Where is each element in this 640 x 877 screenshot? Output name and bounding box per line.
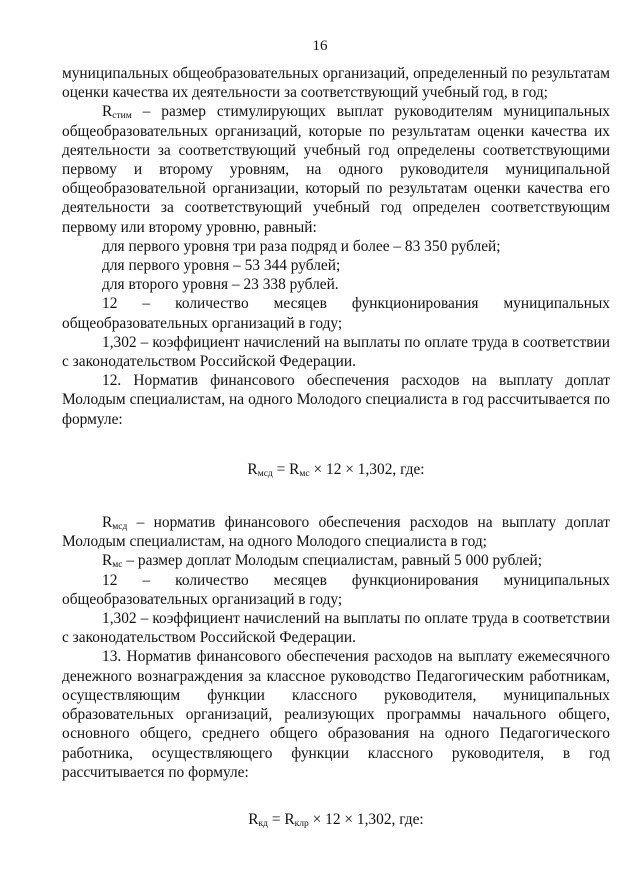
formula-subscript: мс <box>299 468 310 479</box>
page-number: 16 <box>312 38 328 54</box>
subscript-stim: стим <box>112 111 132 122</box>
paragraph-continuation: муниципальных общеобразовательных организаций, определенный по результатам оценки качества их деятельности за соответствующий учебный год, в год; <box>62 65 610 102</box>
paragraph-r-ms <box>62 551 610 570</box>
formula-rest: × 12 × 1,302, где: <box>308 810 424 828</box>
formula-symbol: R <box>248 810 259 828</box>
formula-symbol: = R <box>268 810 295 828</box>
symbol-r: R <box>102 103 113 121</box>
paragraph-months-2: 12 – количество месяцев функционирования муниципальных общеобразовательных организаций в году; <box>62 571 610 608</box>
symbol-r: R <box>102 514 113 532</box>
document-body <box>62 64 610 863</box>
formula-subscript: мсд <box>257 468 273 479</box>
paragraph-coefficient-2: 1,302 – коэффициент начислений на выплаты по оплате труда в соответствии с законодательством Российской Федерации. <box>62 610 610 647</box>
paragraph-r-stim <box>62 102 610 236</box>
paragraph-section-13: 13. Норматив финансового обеспечения расходов на выплату ежемесячного денежного вознаграждения за классное руководство Педагогическим работникам, осуществляющим функции классного руководителя, муниципальных образовательных организаций, реализующих программы начального общего, основного общего, среднего общего образования на одного Педагогического работника, осуществляющего функции классного руководителя, в год рассчитывается по формуле: <box>62 648 610 781</box>
list-item-level-1: для первого уровня – 53 344 рублей; <box>102 257 341 275</box>
paragraph-r-msd <box>62 513 610 551</box>
formula-symbol: = R <box>272 460 300 478</box>
formula-subscript: кд <box>258 818 268 829</box>
formula-rest: × 12 × 1,302, где: <box>309 460 425 478</box>
paragraph-coefficient: 1,302 – коэффициент начислений на выплаты по оплате труда в соответствии с законодательством Российской Федерации. <box>62 333 610 371</box>
paragraph-months: 12 – количество месяцев функционирования муниципальных общеобразовательных организаций в году; <box>62 295 610 332</box>
list-item-level-1-thrice: для первого уровня три раза подряд и более – 83 350 рублей; <box>102 237 501 255</box>
formula-rmsd <box>62 460 610 479</box>
subscript-ms: мс <box>112 560 123 571</box>
formula-subscript: клр <box>294 818 309 829</box>
paragraph-text: – размер стимулирующих выплат руководителям муниципальных общеобразовательных организаций, которые по результатам оценки качества их деятельности за соответствующий учебный год определены соответствующими первому и второму уровням, на одного руководителя муниципальной общеобразовательной организации, который по результатам оценки качества его деятельности за соответствующий учебный год определен соответствующим первому или второму уровню, равный: <box>62 103 610 236</box>
formula-symbol: R <box>247 460 258 478</box>
symbol-r: R <box>102 552 113 570</box>
paragraph-text: – размер доплат Молодым специалистам, равный 5 000 рублей; <box>122 552 542 570</box>
list-item-level-2: для второго уровня – 23 338 рублей. <box>102 276 339 294</box>
subscript-msd: мсд <box>112 522 128 533</box>
paragraph-section-12: 12. Норматив финансового обеспечения расходов на выплату доплат Молодым специалистам, на одного Молодого специалиста в год рассчитывается по формуле: <box>62 372 610 428</box>
formula-rkd <box>62 810 610 829</box>
paragraph-text: – норматив финансового обеспечения расходов на выплату доплат Молодым специалистам, на одного Молодого специалиста в год; <box>62 514 610 551</box>
